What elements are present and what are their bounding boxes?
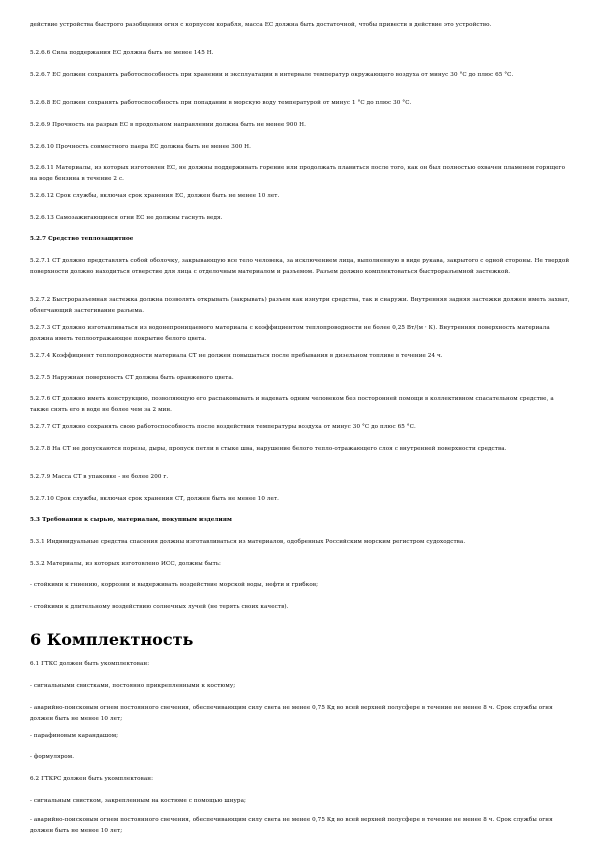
list-item: - сигнальными свистками, постоянно прикрепленными к костюму; bbox=[30, 683, 236, 689]
paragraph: 6.2 ГТКРС должен быть укомплектован: bbox=[30, 776, 154, 782]
paragraph: 5.2.7.4 Коэффициент теплопроводности материала СТ не должен повышаться после пребывания в дизельном топливе в течение 24 ч. bbox=[30, 353, 443, 359]
paragraph: 5.2.6.11 Материалы, из которых изготовлен ЕС, не должны поддерживать горение или продолжать плавиться после того, как он был полностью охвачен пламенем горящего на воде бензина в течение 2 с. bbox=[30, 165, 566, 182]
paragraph: 5.2.7.2 Быстроразъемная застежка должна позволять открывать (закрывать) разъем как изнутри средства, так и снаружи. Внутренняя задняя застежки должен иметь захват, облегчающий застегивание разъема. bbox=[30, 297, 570, 314]
paragraph: 5.2.7.1 СТ должно представлять собой оболочку, закрывающую все тело человека, за исключением лица, выполненную в виде рукава, закрытого с одной стороны. Не твердой поверхности должно находиться отверстие для лица с отделочным материалом и разъемом. Разъем должно комплектоваться быстроразъемной застежкой. bbox=[30, 258, 570, 275]
paragraph: 5.2.7.7 СТ должно сохранять свою работоспособность после воздействия температуры воздуха от минус 30 °С до плюс 65 °С. bbox=[30, 424, 416, 430]
paragraph: 5.2.6.12 Срок службы, включая срок хранения ЕС, должен быть не менее 10 лет. bbox=[30, 193, 280, 199]
paragraph: 5.2.6.13 Самозажигающиеся огни ЕС не должны гаснуть ведя. bbox=[30, 215, 223, 221]
paragraph: 5.2.6.7 ЕС должен сохранять работоспособность при хранении и эксплуатации в интервале температур окружающего воздуха от минус 30 °С до плюс 65 °С. bbox=[30, 72, 514, 78]
list-item: - стойкими к гниению, коррозии и выдерживать воздействие морской воды, нефти и грибков; bbox=[30, 582, 319, 588]
list-item: - сигнальным свистком, закрепленным на костюме с помощью шнура; bbox=[30, 798, 247, 804]
paragraph: 5.2.6.8 ЕС должен сохранять работоспособность при попадании в морскую воду температурой от минус 1 °С до плюс 30 °С. bbox=[30, 100, 412, 106]
section-heading: 5.3 Требования к сырью, материалам, покупным изделиям bbox=[30, 517, 232, 523]
chapter-heading: 6 Комплектность bbox=[30, 630, 194, 649]
paragraph: 5.3.2 Материалы, из которых изготовлено ИСС, должны быть: bbox=[30, 561, 221, 567]
paragraph: 6.1 ГТКС должен быть укомплектован: bbox=[30, 661, 150, 667]
paragraph: 5.2.6.9 Прочность на разрыв ЕС в продольном направлении должна быть не менее 900 Н. bbox=[30, 122, 306, 128]
paragraph: 5.2.7.5 Наружная поверхность СТ должна быть оранжевого цвета. bbox=[30, 375, 234, 381]
paragraph: 5.2.7.10 Срок службы, включая срок хранения СТ, должен быть не менее 10 лет. bbox=[30, 496, 280, 502]
list-item: - формуляром. bbox=[30, 754, 75, 760]
list-item: - парафиновым карандашом; bbox=[30, 733, 119, 739]
paragraph: 5.3.1 Индивидуальные средства спасения должны изготавливаться из материалов, одобренных Российским морским регистром судоходства. bbox=[30, 539, 466, 545]
paragraph: 5.2.7.6 СТ должно иметь конструкцию, позволяющую его распаковывать и надевать одним человеком без посторонней помощи в коллективном спасательном средстве, а также снять его в воде не более чем за 2 мин. bbox=[30, 396, 554, 413]
list-item: - аварийно-поисковым огнем постоянного свечения, обеспечивающим силу света не менее 0,75 Кд во всей верхней полусфере в течение не менее 8 ч. Срок службы огня должен быть не менее 10 лет; bbox=[30, 817, 553, 834]
section-heading: 5.2.7 Средство теплозащитное bbox=[30, 236, 134, 242]
list-item: - аварийно-поисковым огнем постоянного свечения, обеспечивающим силу света не менее 0,75 Кд во всей верхней полусфере в течение не менее 8 ч. Срок службы огня должен быть не менее 10 лет; bbox=[30, 705, 553, 722]
paragraph: 5.2.7.8 На СТ не допускаются порезы, дыры, пропуск петли в стыке шва, нарушение белого тепло-отражающего слоя с внутренней поверхности средства. bbox=[30, 446, 507, 452]
paragraph: 5.2.6.10 Прочность совместного паера ЕС должна быть не менее 300 Н. bbox=[30, 144, 252, 150]
paragraph: 5.2.6.6 Сила поддержания ЕС должна быть не менее 145 Н. bbox=[30, 50, 214, 56]
paragraph: 5.2.7.3 СТ должно изготавливаться из водонепроницаемого материала с коэффициентом теплопроводности не более 0,25 Вт/(м · К). Внутренняя поверхность материала должна иметь теплоотражающее покрытие белого цвета. bbox=[30, 325, 550, 342]
list-item: - стойкими к длительному воздействию солнечных лучей (не терять своих качеств). bbox=[30, 604, 289, 610]
paragraph: 5.2.7.9 Масса СТ в упаковке - не более 200 г. bbox=[30, 474, 169, 480]
paragraph: действие устройства быстрого разобщения огня с корпусом корабля, масса ЕС должна быть достаточной, чтобы привести в действие это устройство. bbox=[30, 22, 492, 28]
